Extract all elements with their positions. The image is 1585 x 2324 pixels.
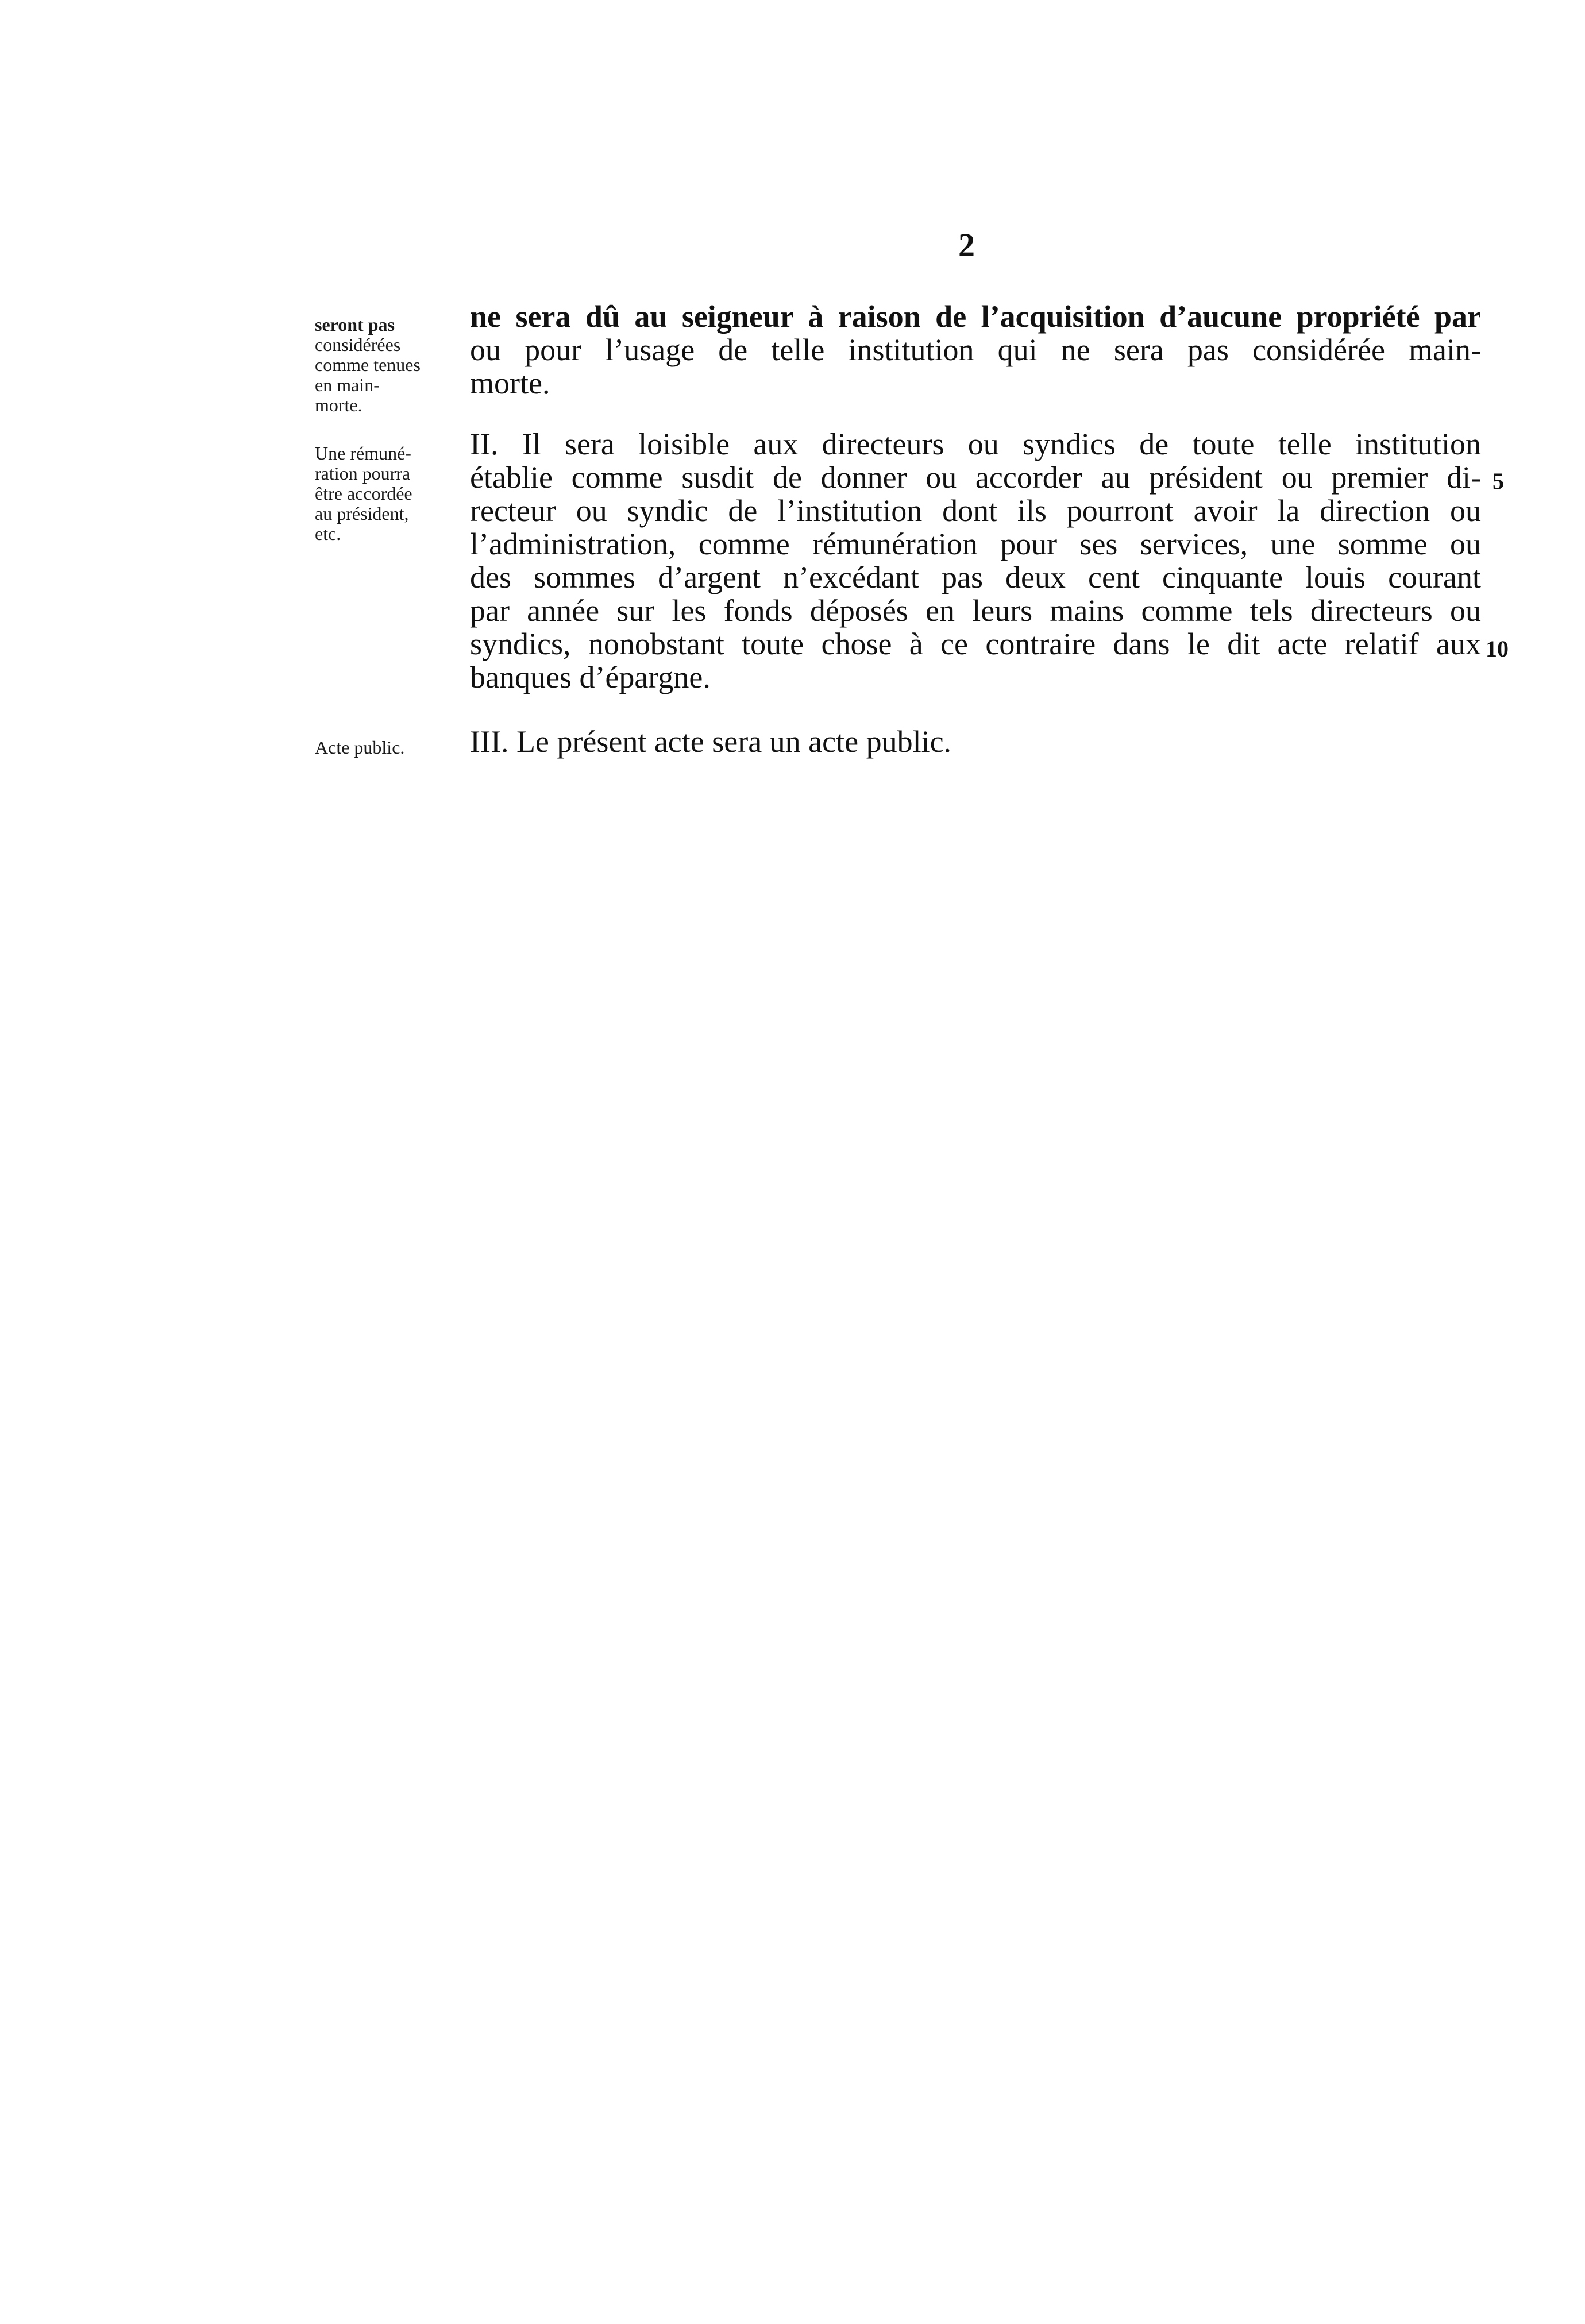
- text-line: l’administration, comme rémunération pour ses services, une somme ou: [470, 527, 1481, 561]
- margin-note-acte-public: [315, 738, 458, 758]
- text-line: par année sur les fonds déposés en leurs mains comme tels directeurs ou: [470, 593, 1481, 628]
- margin-note-line: morte.: [315, 395, 362, 415]
- margin-note-remuneration: [315, 443, 458, 544]
- margin-note-line: seront pas: [315, 314, 395, 335]
- margin-note-line: considérées: [315, 334, 401, 355]
- text-line: recteur ou syndic de l’institution dont ils pourront avoir la direction ou: [470, 493, 1481, 528]
- paragraph-continued: [470, 300, 1481, 400]
- margin-note-mainmorte: [315, 315, 458, 415]
- text-line: banques d’épargne.: [470, 660, 711, 694]
- text-line: syndics, nonobstant toute chose à ce contraire dans le dit acte relatif aux: [470, 627, 1481, 661]
- text-line: II. Il sera loisible aux directeurs ou syndics de toute telle institution: [470, 427, 1481, 461]
- section-ii: [470, 427, 1481, 694]
- line-number-10: 10: [1486, 636, 1509, 662]
- margin-note-line: Acte public.: [315, 737, 405, 758]
- text-line: établie comme susdit de donner ou accorder au président ou premier di-: [470, 460, 1481, 495]
- margin-note-line: ration pourra: [315, 463, 411, 484]
- margin-note-line: Une rémuné-: [315, 443, 411, 464]
- margin-note-line: etc.: [315, 523, 341, 544]
- text-line: III. Le présent acte sera un acte public.: [470, 724, 952, 759]
- section-iii: [470, 725, 1481, 758]
- margin-note-line: au président,: [315, 503, 409, 524]
- line-number-5: 5: [1493, 468, 1504, 494]
- text-line: des sommes d’argent n’excédant pas deux cent cinquante louis courant: [470, 560, 1481, 594]
- text-line: ou pour l’usage de telle institution qui ne sera pas considérée main-: [470, 333, 1481, 367]
- text-line: morte.: [470, 366, 550, 400]
- page-number: 2: [958, 226, 975, 264]
- margin-note-line: être accordée: [315, 483, 412, 504]
- text-line: ne sera dû au seigneur à raison de l’acquisition d’aucune propriété par: [470, 299, 1481, 334]
- margin-note-line: comme tenues: [315, 354, 421, 375]
- margin-note-line: en main-: [315, 375, 380, 395]
